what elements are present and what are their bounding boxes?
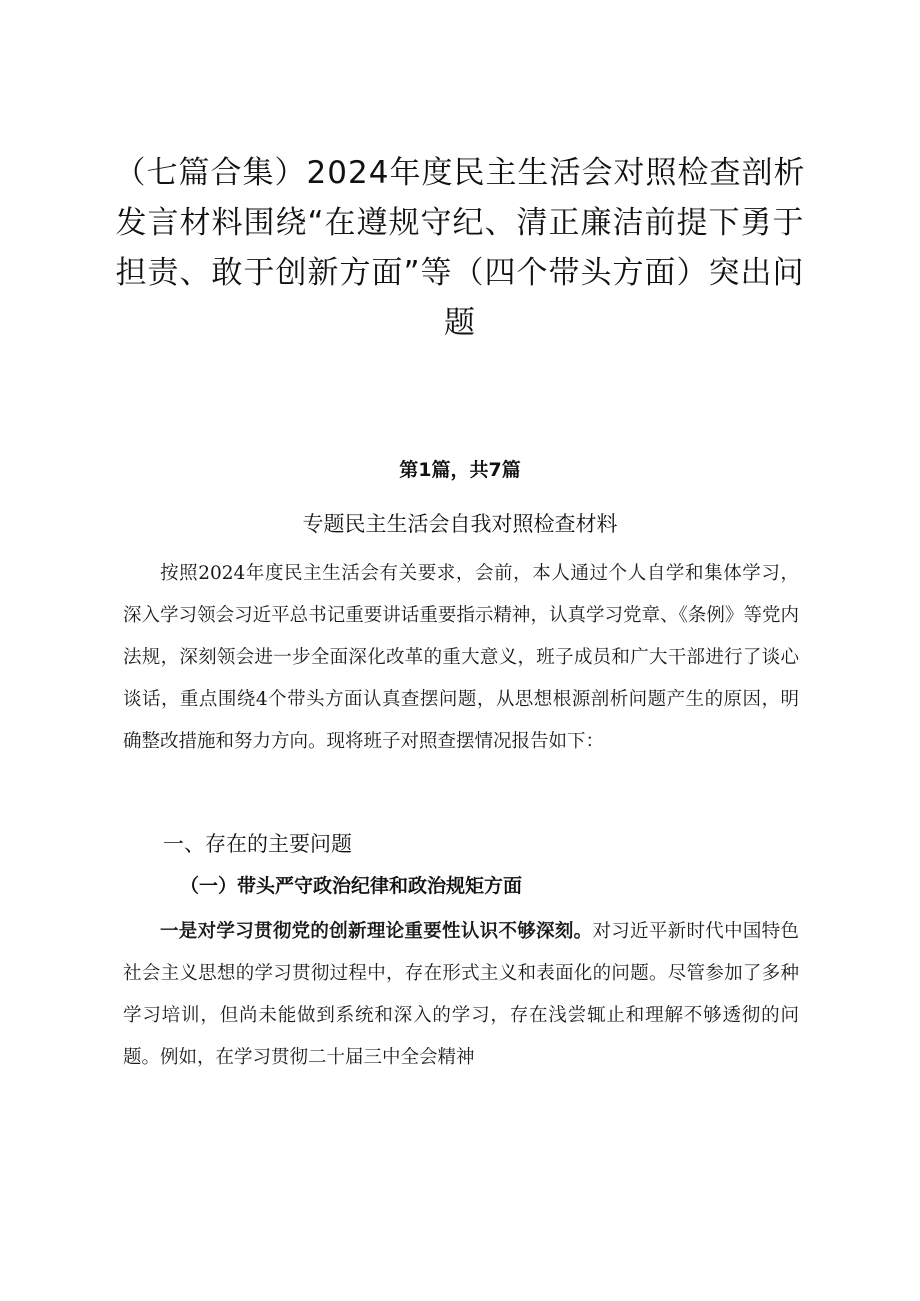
article-title: 专题民主生活会自我对照检查材料	[302, 512, 618, 536]
section-heading: 一、存在的主要问题	[163, 832, 352, 856]
document-title: （七篇合集）2024年度民主生活会对照检查剖析发言材料围绕“在遵规守纪、清正廉洁前提下勇于担责、敢于创新方面”等（四个带头方面）突出问题	[114, 155, 806, 341]
part-label: 第1篇，共7篇	[399, 459, 521, 481]
intro-paragraph: 按照2024年度民主生活会有关要求，会前，本人通过个人自学和集体学习，深入学习领会习近平总书记重要讲话重要指示精神，认真学习党章、《条例》等党内法规，深刻领会进一步全面深化改革的重大意义，班子成员和广大干部进行了谈心谈话，重点围绕4个带头方面认真查摆问题，从思想根源剖析问题产生的原因，明确整改措施和努力方向。现将班子对照查摆情况报告如下：	[123, 563, 799, 752]
body-paragraph-text: 对习近平新时代中国特色社会主义思想的学习贯彻过程中，存在形式主义和表面化的问题。尽管参加了多种学习培训，但尚未能做到系统和深入的学习，存在浅尝辄止和理解不够透彻的问题。例如，在学习贯彻二十届三中全会精神	[123, 921, 799, 1068]
body-paragraph-lead: 一是对学习贯彻党的创新理论重要性认识不够深刻。	[160, 921, 593, 942]
subsection-heading: （一）带头严守政治纪律和政治规矩方面	[180, 875, 523, 897]
body-paragraph	[123, 911, 799, 1079]
